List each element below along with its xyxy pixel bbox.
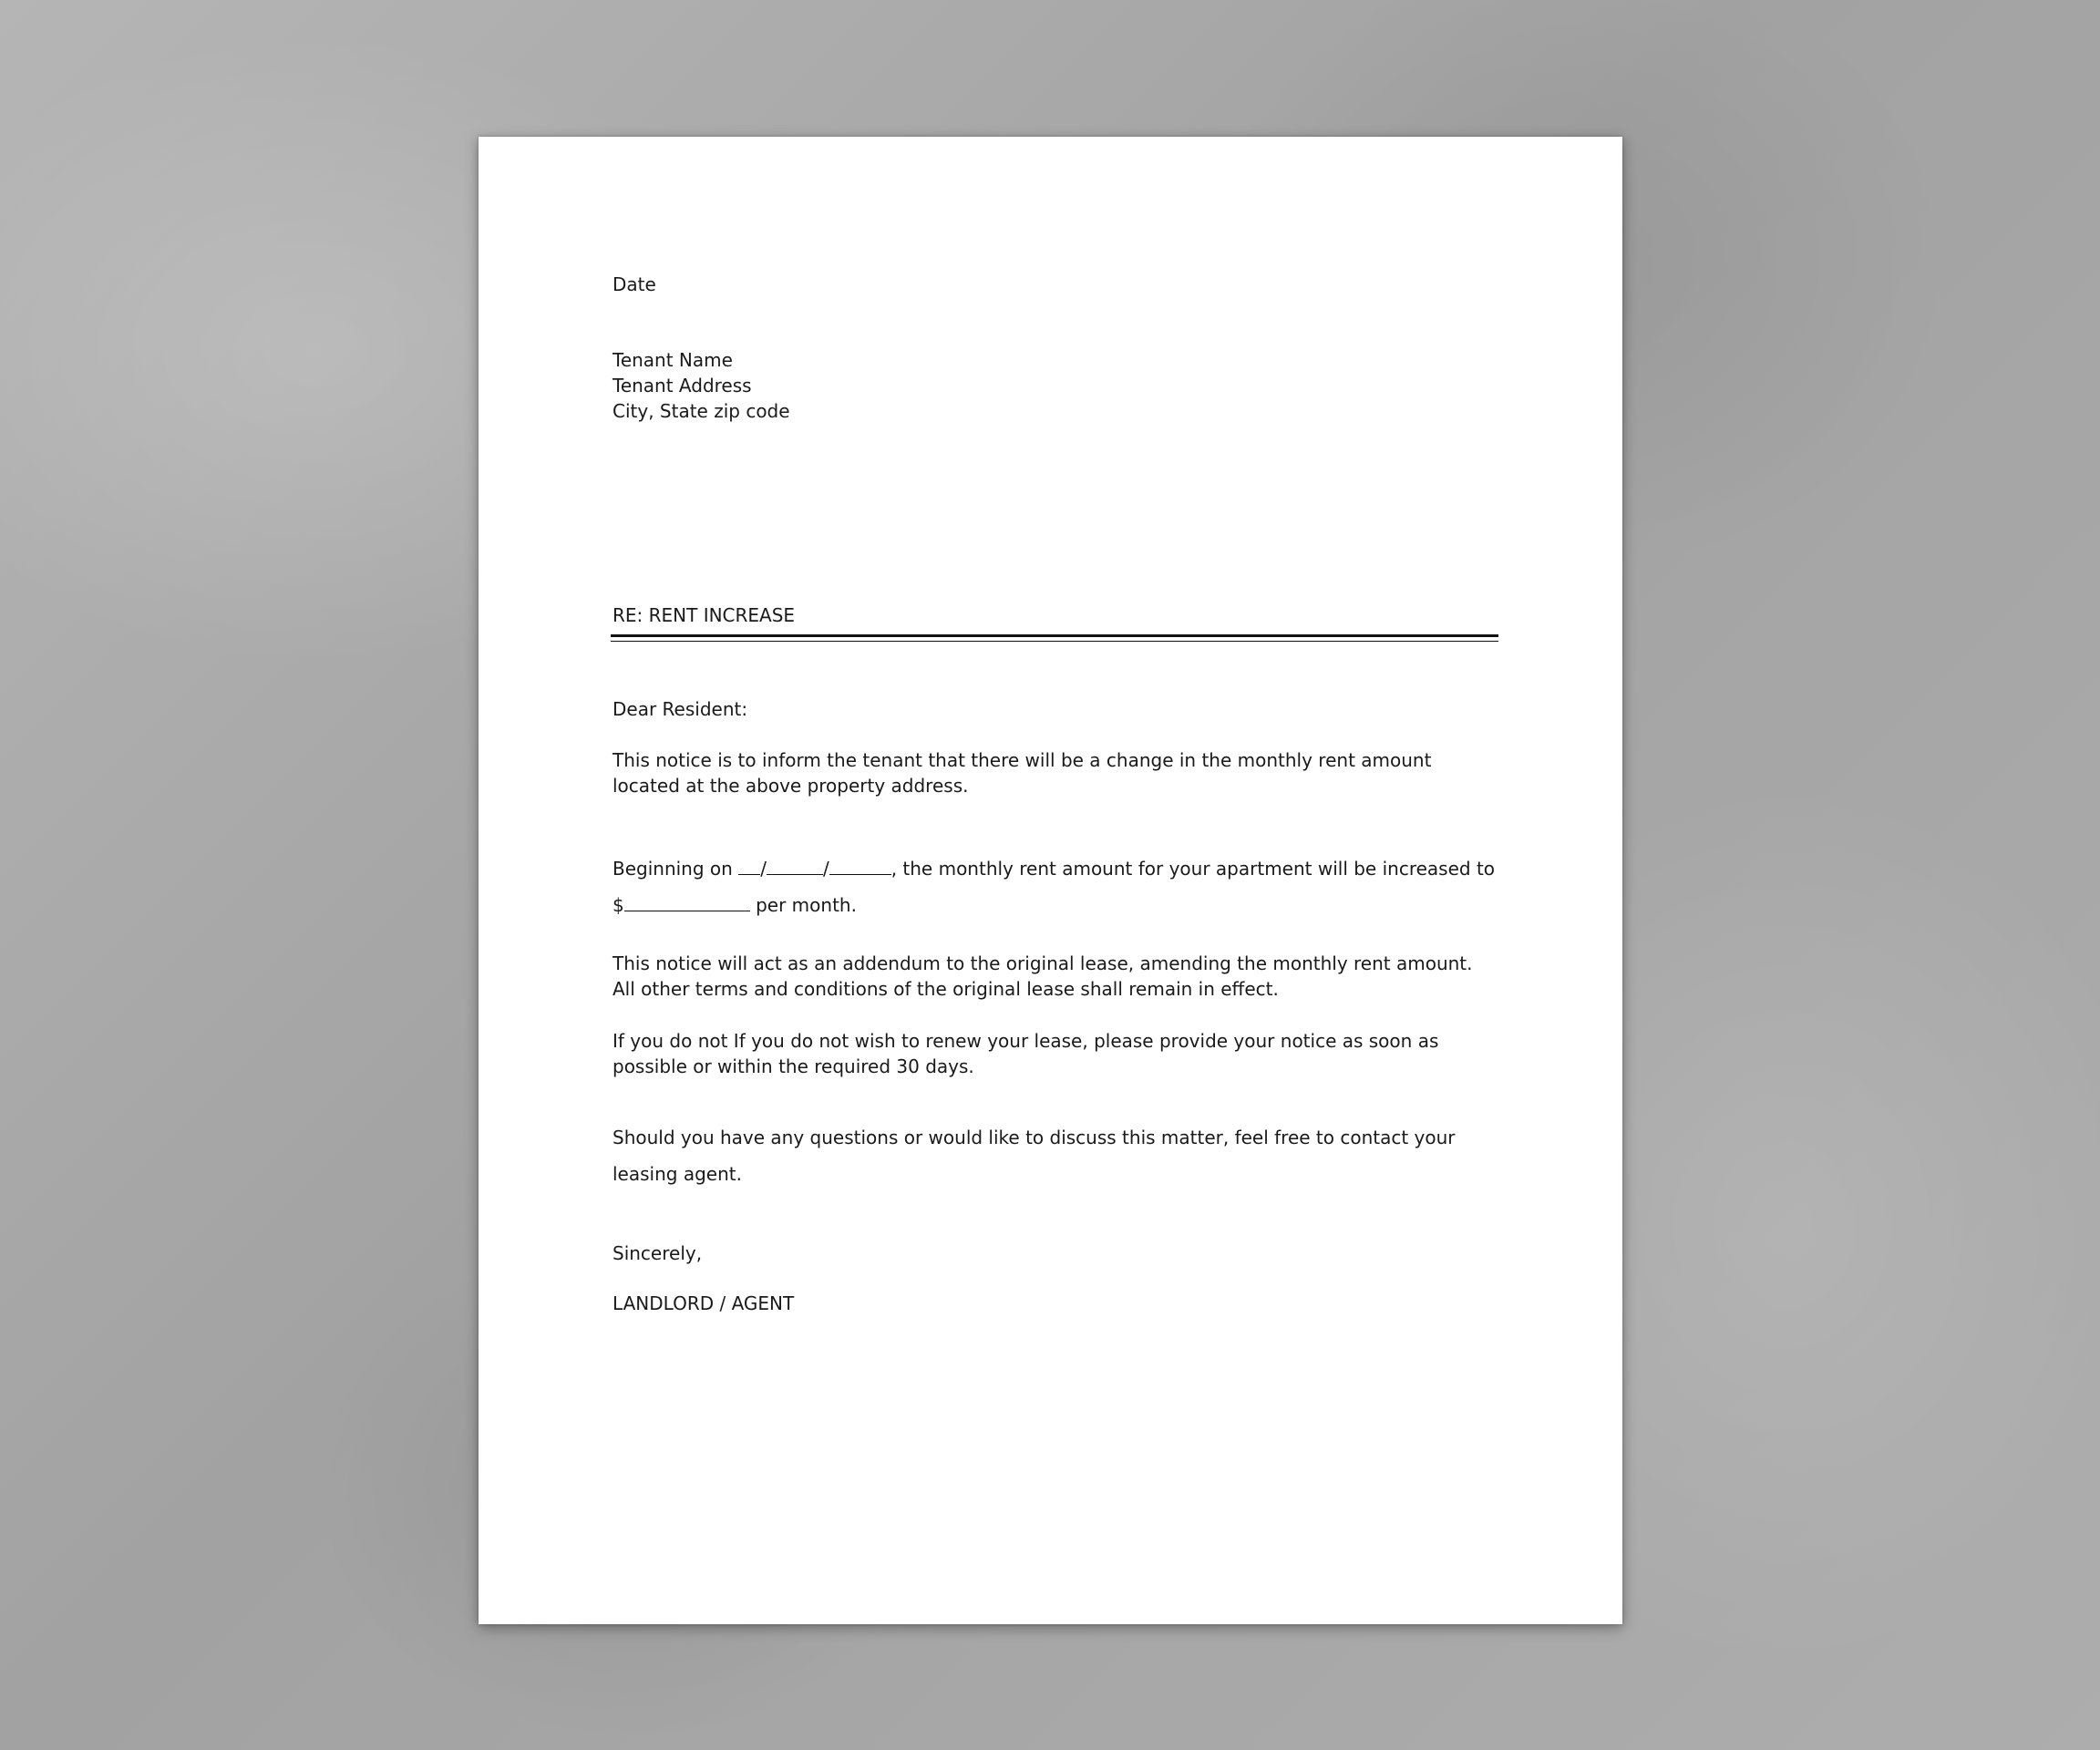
paragraph-questions: Should you have any questions or would like to discuss this matter, feel free to contact your leasing agent. bbox=[612, 1127, 1456, 1185]
tenant-name: Tenant Name bbox=[612, 349, 733, 371]
salutation: Dear Resident: bbox=[612, 698, 748, 720]
rent-change-prefix: Beginning on bbox=[612, 858, 733, 880]
paragraph-renewal: If you do not If you do not wish to renew your lease, please provide your notice as soon as possible or within the required 30 days. bbox=[612, 1030, 1439, 1077]
tenant-address-block bbox=[612, 347, 790, 424]
subject-double-rule bbox=[611, 634, 1498, 642]
paragraph-notice: This notice is to inform the tenant that there will be a change in the monthly rent amount located at the above property address. bbox=[612, 749, 1432, 797]
amount-blank bbox=[624, 892, 750, 911]
currency-symbol: $ bbox=[612, 894, 624, 916]
paragraph-addendum: This notice will act as an addendum to the original lease, amending the monthly rent amount. All other terms and conditions of the original lease shall remain in effect. bbox=[612, 952, 1473, 1000]
paragraph-rent-change bbox=[612, 850, 1498, 923]
date-line: Date bbox=[612, 273, 656, 295]
subject-line: RE: RENT INCREASE bbox=[612, 604, 796, 626]
closing: Sincerely, bbox=[612, 1242, 703, 1264]
date-separator-1: / bbox=[760, 858, 767, 880]
signature: LANDLORD / AGENT bbox=[612, 1292, 795, 1314]
date-blank-day bbox=[767, 856, 823, 875]
date-blank-year bbox=[829, 856, 891, 875]
rent-change-suffix: per month. bbox=[756, 894, 857, 916]
rent-change-middle: , the monthly rent amount for your apartment will be increased to bbox=[890, 858, 1496, 880]
letter-page bbox=[479, 137, 1622, 1624]
date-blank-month bbox=[738, 856, 760, 875]
tenant-address: Tenant Address bbox=[612, 375, 752, 396]
tenant-city-state-zip: City, State zip code bbox=[612, 400, 790, 422]
date-separator-2: / bbox=[822, 858, 829, 880]
